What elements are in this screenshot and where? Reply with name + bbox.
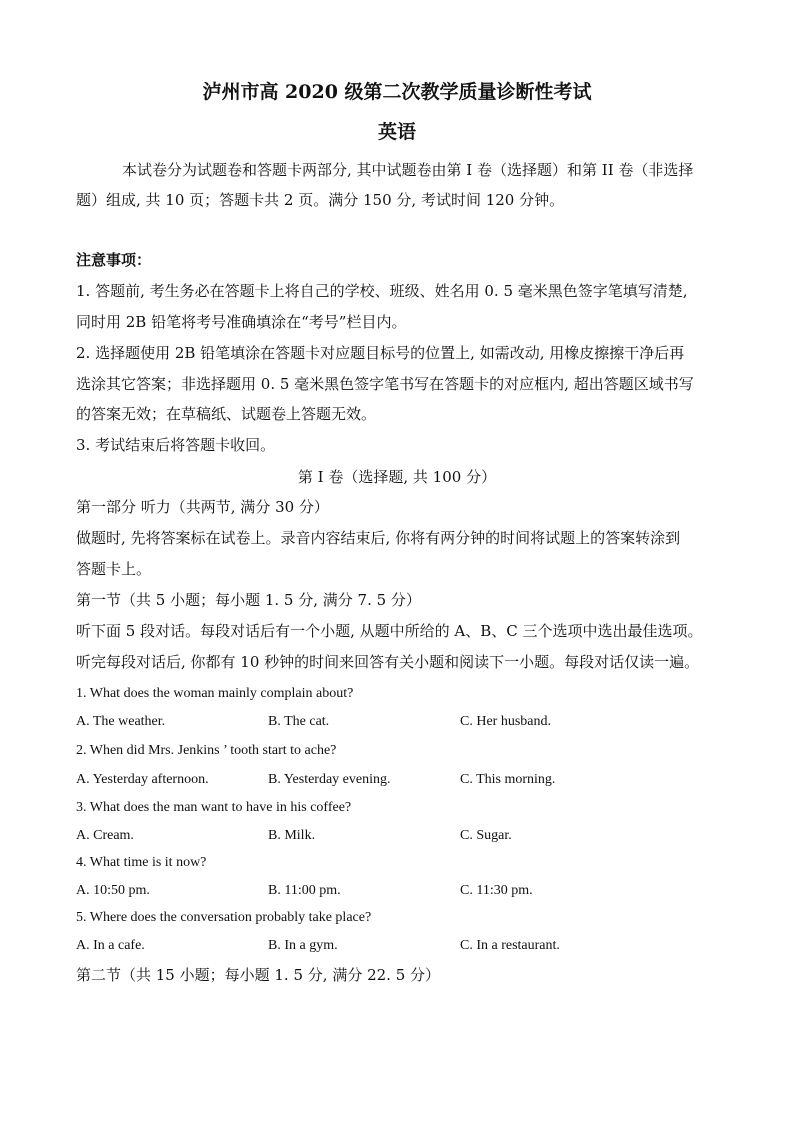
question-3: 3. What does the man want to have in his coffee? [76,800,352,815]
intro-line-2: 题）组成, 共 10 页；答题卡共 2 页。满分 150 分, 考试时间 120 分钟。 [76,191,565,209]
notes-heading: 注意事项： [76,251,152,269]
question-2: 2. When did Mrs. Jenkins ’ tooth start to ache? [76,743,337,758]
section1-heading: 第一节（共 5 小题；每小题 1. 5 分, 满分 7. 5 分） [76,591,421,609]
notes-line-4: 选涂其它答案；非选择题用 0. 5 毫米黑色签字笔书写在答题卡的对应框内, 超出答题区域书写 [76,375,694,393]
q2-option-a: A. Yesterday afternoon. [76,772,209,787]
q1-option-a: A. The weather. [76,714,166,729]
subject-title: 英语 [377,121,416,143]
question-1: 1. What does the woman mainly complain about? [76,686,354,701]
section2-heading: 第二节（共 15 小题；每小题 1. 5 分, 满分 22. 5 分） [76,966,441,984]
notes-line-3: 2. 选择题使用 2B 铅笔填涂在答题卡对应题目标号的位置上, 如需改动, 用橡皮擦擦干净后再 [76,344,685,362]
q5-option-b: B. In a gym. [268,938,338,953]
q4-option-a: A. 10:50 pm. [76,883,150,898]
q4-option-b: B. 11:00 pm. [268,883,341,898]
q5-option-a: A. In a cafe. [76,938,145,953]
question-5: 5. Where does the conversation probably take place? [76,910,372,925]
q5-option-c: C. In a restaurant. [460,938,560,953]
page-title: 泸州市高 2020 级第二次教学质量诊断性考试 [202,81,592,103]
section1-instruction-2: 听完每段对话后, 你都有 10 秒钟的时间来回答有关小题和阅读下一小题。每段对话仅读一遍。 [76,653,700,671]
notes-line-6: 3. 考试结束后将答题卡收回。 [76,436,276,454]
q3-option-b: B. Milk. [268,828,316,843]
part1-instruction-2: 答题卡上。 [76,560,152,578]
q1-option-b: B. The cat. [268,714,330,729]
question-4: 4. What time is it now? [76,855,207,870]
part1-heading: 第一部分 听力（共两节, 满分 30 分） [76,498,329,516]
q3-option-a: A. Cream. [76,828,134,843]
q2-option-b: B. Yesterday evening. [268,772,391,787]
q4-option-c: C. 11:30 pm. [460,883,533,898]
notes-line-2: 同时用 2B 铅笔将考号准确填涂在“考号”栏目内。 [76,313,407,331]
q2-option-c: C. This morning. [460,772,556,787]
part1-instruction-1: 做题时, 先将答案标在试卷上。录音内容结束后, 你将有两分钟的时间将试题上的答案转涂到 [76,529,681,547]
volume-heading: 第 I 卷（选择题, 共 100 分） [297,468,497,486]
q3-option-c: C. Sugar. [460,828,512,843]
notes-line-5: 的答案无效；在草稿纸、试题卷上答题无效。 [76,405,377,423]
notes-line-1: 1. 答题前, 考生务必在答题卡上将自己的学校、班级、姓名用 0. 5 毫米黑色签字笔填写清楚, [76,282,688,300]
intro-line-1: 本试卷分为试题卷和答题卡两部分, 其中试题卷由第 I 卷（选择题）和第 II 卷（非选择 [122,161,694,179]
q1-option-c: C. Her husband. [460,714,551,729]
section1-instruction-1: 听下面 5 段对话。每段对话后有一个小题, 从题中所给的 A、B、C 三个选项中选出最佳选项。 [76,622,703,640]
